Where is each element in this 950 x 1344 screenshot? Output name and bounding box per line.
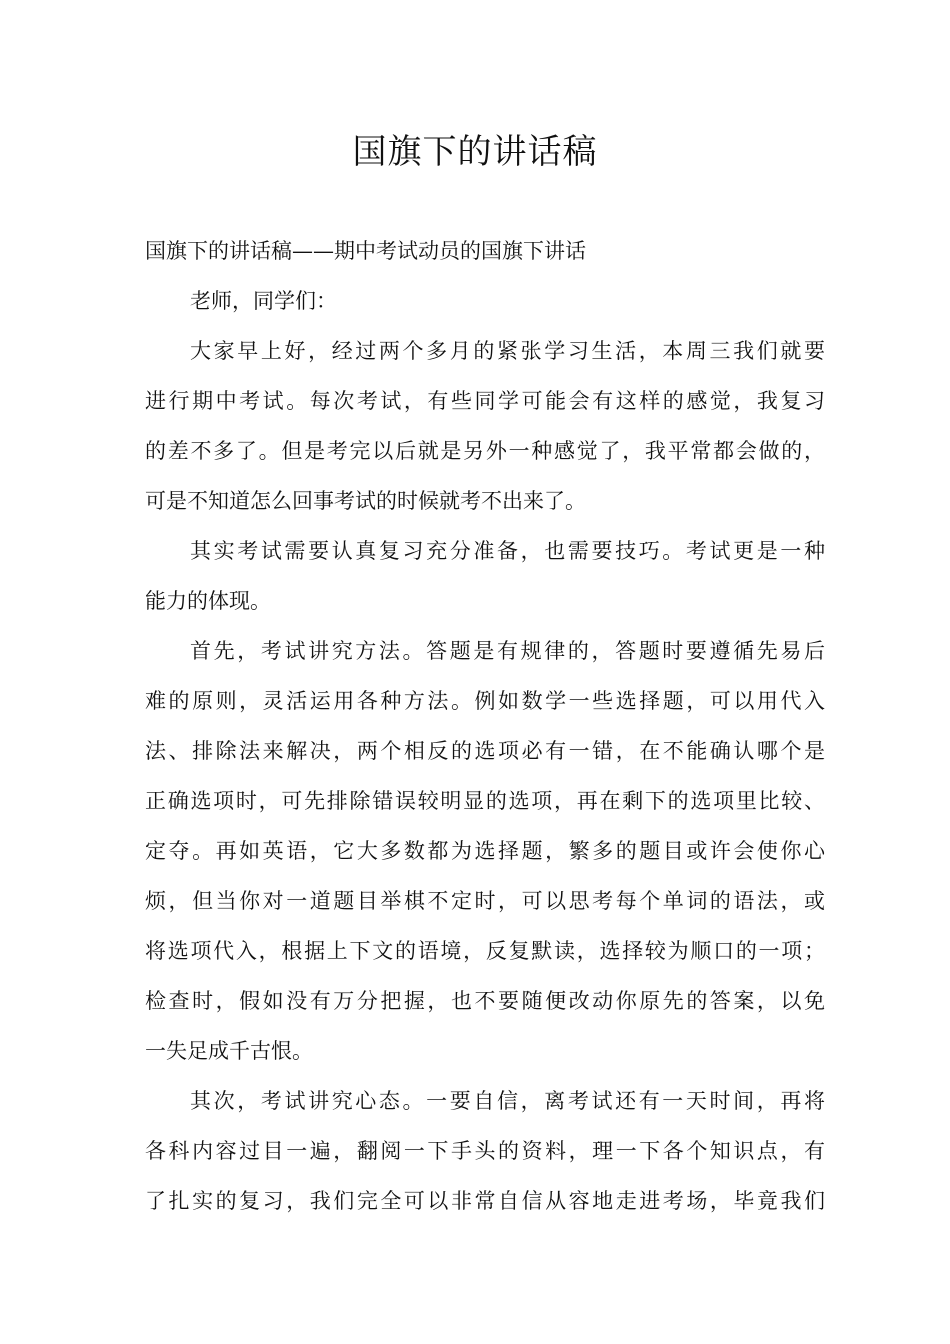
- text-line: 将选项代入，根据上下文的语境，反复默读，选择较为顺口的一项；: [145, 939, 825, 963]
- text-line: 国旗下的讲话稿——期中考试动员的国旗下讲话: [145, 239, 586, 263]
- text-line: 烦，但当你对一道题目举棋不定时，可以思考每个单词的语法，或: [145, 889, 825, 913]
- text-line: 法、排除法来解决，两个相反的选项必有一错，在不能确认哪个是: [145, 739, 825, 763]
- text-line: 其次，考试讲究心态。一要自信，离考试还有一天时间，再将: [190, 1089, 825, 1113]
- text-line: 大家早上好，经过两个多月的紧张学习生活，本周三我们就要: [190, 339, 825, 363]
- text-line: 的差不多了。但是考完以后就是另外一种感觉了，我平常都会做的，: [145, 439, 825, 463]
- text-line: 了扎实的复习，我们完全可以非常自信从容地走进考场，毕竟我们: [145, 1189, 825, 1213]
- text-line: 可是不知道怎么回事考试的时候就考不出来了。: [145, 489, 586, 513]
- text-line: 各科内容过目一遍，翻阅一下手头的资料，理一下各个知识点，有: [145, 1139, 825, 1163]
- text-line: 定夺。再如英语，它大多数都为选择题，繁多的题目或许会使你心: [145, 839, 825, 863]
- text-line: 进行期中考试。每次考试，有些同学可能会有这样的感觉，我复习: [145, 389, 825, 413]
- text-line: 老师，同学们：: [190, 289, 337, 313]
- text-line: 检查时，假如没有万分把握，也不要随便改动你原先的答案，以免: [145, 989, 825, 1013]
- page-title: 国旗下的讲话稿: [352, 132, 598, 172]
- text-line: 难的原则，灵活运用各种方法。例如数学一些选择题，可以用代入: [145, 689, 825, 713]
- text-line: 其实考试需要认真复习充分准备，也需要技巧。考试更是一种: [190, 539, 825, 563]
- document-body: [145, 226, 825, 1226]
- text-line: 一失足成千古恨。: [145, 1039, 313, 1063]
- text-line: 能力的体现。: [145, 589, 271, 613]
- text-line: 首先，考试讲究方法。答题是有规律的，答题时要遵循先易后: [190, 639, 825, 663]
- text-line: 正确选项时，可先排除错误较明显的选项，再在剩下的选项里比较、: [145, 789, 825, 813]
